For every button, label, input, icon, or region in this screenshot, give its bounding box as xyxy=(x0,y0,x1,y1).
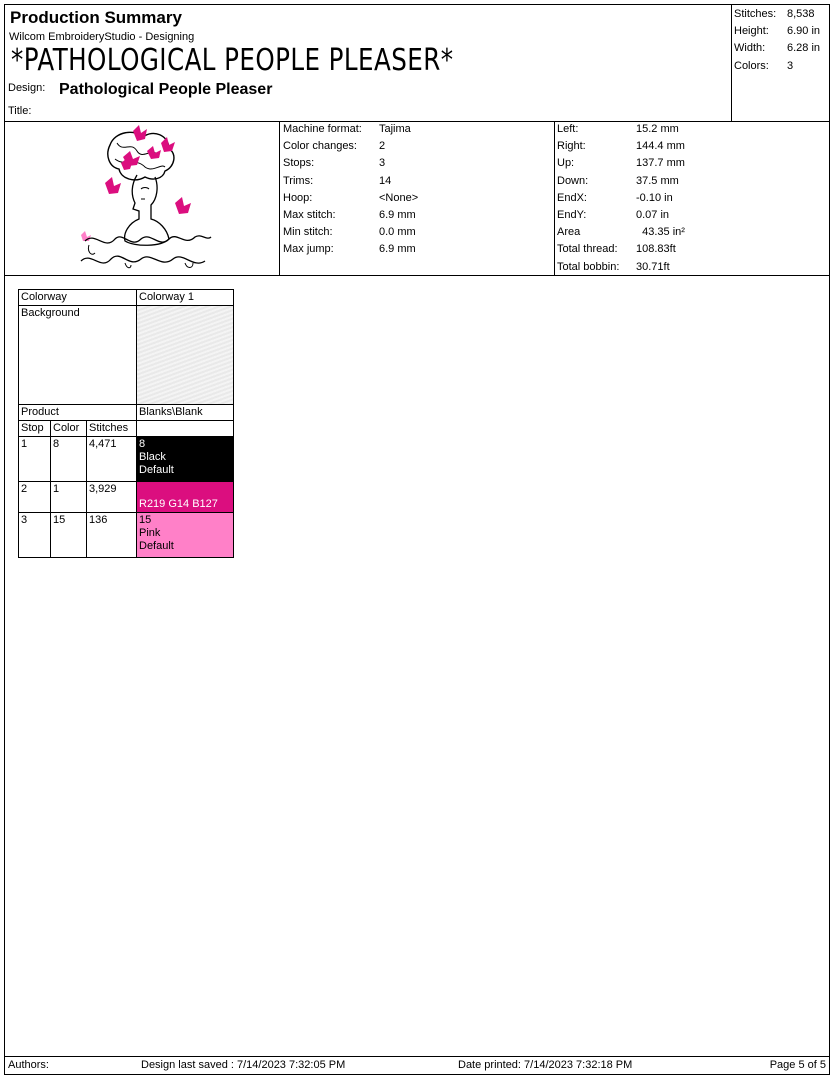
col-empty-header xyxy=(137,421,234,437)
authors-label: Authors: xyxy=(8,1059,49,1071)
thread-code: 15 xyxy=(139,514,152,526)
extent-value: 0.07 in xyxy=(636,209,670,222)
extent-label: Left: xyxy=(557,123,579,135)
footer xyxy=(5,1056,829,1074)
extent-label: Total thread: xyxy=(557,243,618,256)
table-row xyxy=(19,513,234,558)
machine-label: Max jump: xyxy=(283,243,334,256)
machine-label: Min stitch: xyxy=(283,226,333,239)
stop-cell: 2 xyxy=(19,482,51,513)
table-row xyxy=(19,437,234,482)
stop-cell: 1 xyxy=(19,437,51,482)
summary-value: 6.90 in xyxy=(787,25,821,38)
title-label: Title: xyxy=(8,105,32,117)
last-saved: Design last saved : 7/14/2023 7:32:05 PM xyxy=(141,1059,346,1071)
extent-value: 108.83ft xyxy=(636,243,676,256)
machine-label: Stops: xyxy=(283,157,315,170)
extent-label: Area xyxy=(557,226,581,239)
product-label: Product xyxy=(19,405,137,421)
thread-swatch xyxy=(137,437,234,482)
software-name: Wilcom EmbroideryStudio - Designing xyxy=(9,31,195,43)
summary-label: Width: xyxy=(734,42,766,55)
extent-label: EndX: xyxy=(557,191,587,204)
extent-value: 15.2 mm xyxy=(636,123,679,135)
extent-value: 137.7 mm xyxy=(636,157,685,170)
machine-value: Tajima xyxy=(379,123,411,135)
color-cell: 1 xyxy=(51,482,87,513)
machine-value: <None> xyxy=(379,191,419,204)
color-cell: 15 xyxy=(51,513,87,558)
thread-chart: Default xyxy=(139,540,174,552)
extent-label: EndY: xyxy=(557,209,587,222)
colorway-1-header: Colorway 1 xyxy=(137,290,234,306)
stop-cell: 3 xyxy=(19,513,51,558)
machine-value: 6.9 mm xyxy=(379,209,416,222)
background-label: Background xyxy=(19,306,137,405)
summary-box xyxy=(734,6,820,75)
machine-info xyxy=(283,121,418,259)
extent-label: Up: xyxy=(557,157,575,170)
info-divider xyxy=(5,275,829,276)
extents-divider xyxy=(554,121,555,275)
machine-value: 0.0 mm xyxy=(379,226,416,239)
machine-label: Max stitch: xyxy=(283,209,336,222)
thread-name: Black xyxy=(139,451,166,463)
color-cell: 8 xyxy=(51,437,87,482)
thread-rgb: R219 G14 B127 xyxy=(139,498,218,510)
col-stitches-header: Stitches xyxy=(87,421,137,437)
stitches-cell: 136 xyxy=(87,513,137,558)
colorway-header: Colorway xyxy=(19,290,137,306)
thread-code: 8 xyxy=(139,438,146,450)
extent-value: 43.35 in² xyxy=(636,226,685,239)
machine-label: Hoop: xyxy=(283,191,313,204)
product-value: Blanks\Blank xyxy=(137,405,234,421)
design-label: Design: xyxy=(8,82,46,94)
table-row xyxy=(19,482,234,513)
summary-value: 6.28 in xyxy=(787,42,821,55)
machine-value: 3 xyxy=(379,157,386,170)
extents-info xyxy=(557,121,685,276)
stitches-cell: 3,929 xyxy=(87,482,137,513)
thread-chart: Default xyxy=(139,464,174,476)
design-preview-image xyxy=(65,123,215,275)
col-color-header: Color xyxy=(51,421,87,437)
thread-name: Pink xyxy=(139,527,161,539)
summary-value: 8,538 xyxy=(787,8,815,20)
production-summary-page xyxy=(4,4,830,1075)
extent-label: Total bobbin: xyxy=(557,260,620,273)
date-printed: Date printed: 7/14/2023 7:32:18 PM xyxy=(458,1059,633,1071)
extent-value: 30.71ft xyxy=(636,260,670,273)
thread-swatch xyxy=(137,482,234,513)
extent-label: Down: xyxy=(557,174,589,187)
design-name-large: *PATHOLOGICAL PEOPLE PLEASER* xyxy=(11,43,454,78)
extent-value: 144.4 mm xyxy=(636,140,685,153)
machine-label: Trims: xyxy=(283,174,314,187)
extent-value: 37.5 mm xyxy=(636,174,679,187)
page-number: Page 5 of 5 xyxy=(769,1059,826,1071)
summary-value: 3 xyxy=(787,59,794,72)
design-value: Pathological People Pleaser xyxy=(59,81,273,98)
machine-divider xyxy=(279,121,280,275)
colorway-table xyxy=(18,289,234,558)
report-title: Production Summary xyxy=(10,8,182,27)
extent-value: -0.10 in xyxy=(636,191,673,204)
machine-value: 2 xyxy=(379,140,386,153)
background-swatch xyxy=(137,306,234,405)
summary-divider xyxy=(731,5,732,121)
machine-label: Color changes: xyxy=(283,140,357,153)
machine-label: Machine format: xyxy=(283,123,362,135)
thread-swatch xyxy=(137,513,234,558)
col-stop-header: Stop xyxy=(19,421,51,437)
machine-value: 6.9 mm xyxy=(379,243,416,256)
machine-value: 14 xyxy=(379,174,392,187)
summary-label: Stitches: xyxy=(734,8,777,20)
stitches-cell: 4,471 xyxy=(87,437,137,482)
extent-label: Right: xyxy=(557,140,586,153)
summary-label: Colors: xyxy=(734,59,769,72)
summary-label: Height: xyxy=(734,25,769,38)
